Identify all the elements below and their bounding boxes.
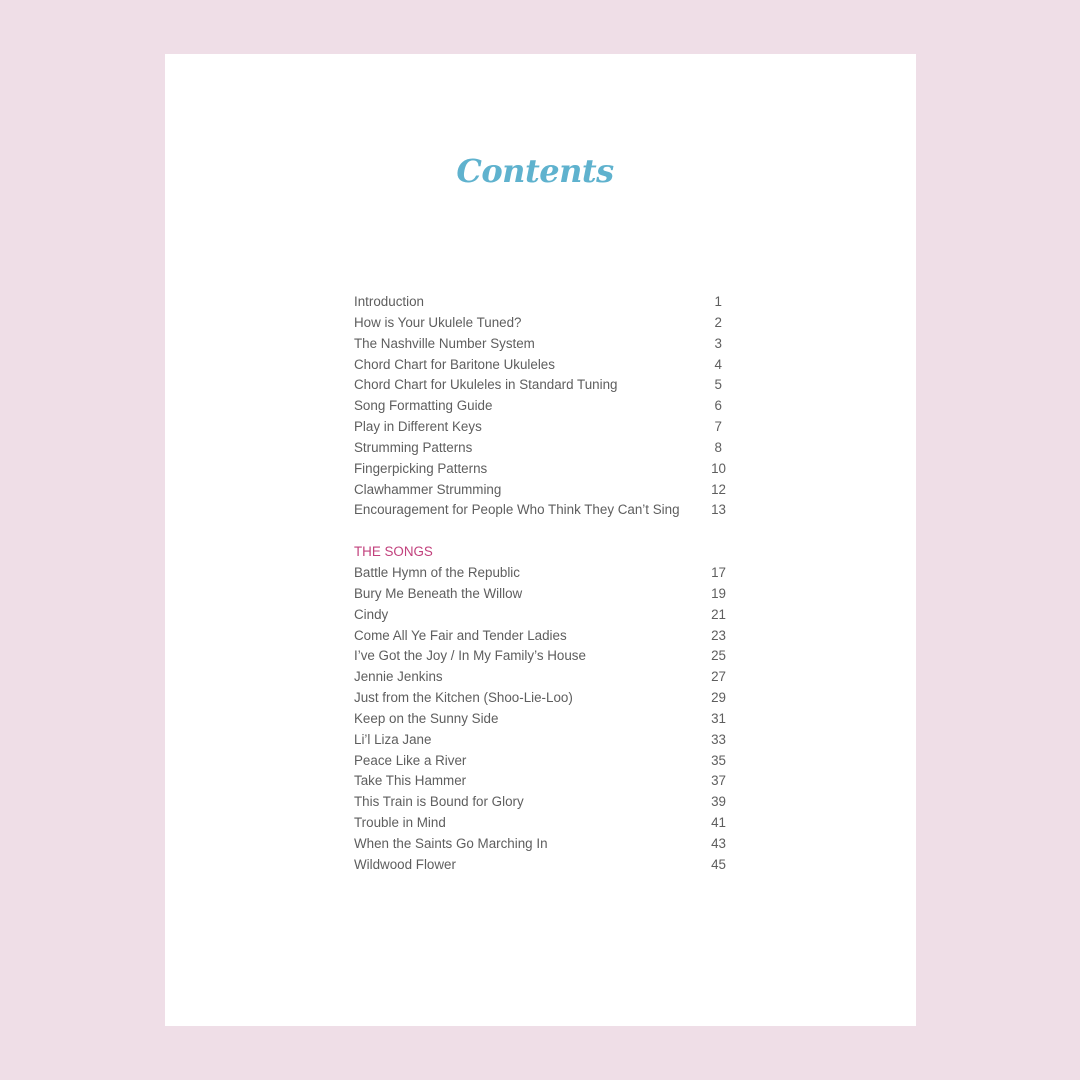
toc-entry-title: How is Your Ukulele Tuned? (354, 314, 522, 330)
toc-entry[interactable] (354, 375, 726, 396)
toc-entry-page-number: 43 (711, 835, 726, 851)
toc-entry-page-number: 13 (711, 502, 726, 518)
toc-entry[interactable] (354, 563, 726, 584)
songs-heading: THE SONGS (354, 544, 433, 560)
toc-entry[interactable] (354, 709, 726, 730)
toc-entry-title: Cindy (354, 606, 389, 622)
toc-entry-title: Clawhammer Strumming (354, 481, 502, 497)
toc-entry[interactable] (354, 771, 726, 792)
toc-entry-title: Play in Different Keys (354, 419, 482, 435)
toc-entry[interactable] (354, 480, 726, 501)
toc-entry[interactable] (354, 292, 726, 313)
toc-entry-title: Just from the Kitchen (Shoo-Lie-Loo) (354, 690, 573, 706)
toc-entry-title: Encouragement for People Who Think They Can’t Sing (354, 502, 680, 518)
toc-entry-title: Bury Me Beneath the Willow (354, 585, 523, 601)
toc-entry-title: Jennie Jenkins (354, 669, 443, 685)
toc-entry-title: Trouble in Mind (354, 815, 446, 831)
toc-entry[interactable] (354, 313, 726, 334)
toc-entry-page-number: 12 (711, 481, 726, 497)
toc-entry[interactable] (354, 500, 726, 521)
toc-entry-page-number: 37 (711, 773, 726, 789)
toc-entry-title: When the Saints Go Marching In (354, 835, 548, 851)
toc-entry-page-number: 4 (714, 356, 722, 372)
toc-entry-title: Come All Ye Fair and Tender Ladies (354, 627, 567, 643)
toc-entry-title: This Train is Bound for Glory (354, 794, 524, 810)
toc-entry-title: Li’l Liza Jane (354, 731, 432, 747)
toc-entry-page-number: 41 (711, 815, 726, 831)
intro-list (354, 292, 726, 521)
toc-entry-title: Take This Hammer (354, 773, 467, 789)
toc-entry-title: Introduction (354, 294, 424, 309)
table-of-contents (354, 292, 726, 876)
toc-entry[interactable] (354, 396, 726, 417)
toc-entry-page-number: 6 (714, 398, 722, 414)
toc-entry[interactable] (354, 584, 726, 605)
toc-entry-page-number: 23 (711, 627, 726, 643)
toc-entry-page-number: 8 (714, 439, 722, 455)
toc-entry[interactable] (354, 417, 726, 438)
toc-entry[interactable] (354, 355, 726, 376)
toc-entry-page-number: 35 (711, 752, 726, 768)
toc-entry[interactable] (354, 667, 726, 688)
toc-entry-page-number: 31 (711, 710, 726, 726)
toc-entry[interactable] (354, 688, 726, 709)
toc-entry-title: Keep on the Sunny Side (354, 710, 499, 726)
toc-entry[interactable] (354, 834, 726, 855)
toc-entry-title: Song Formatting Guide (354, 398, 493, 414)
toc-entry-page-number: 25 (711, 648, 726, 664)
toc-entry-title: Battle Hymn of the Republic (354, 564, 520, 580)
toc-entry-page-number: 1 (714, 294, 722, 309)
toc-entry-page-number: 3 (714, 335, 722, 351)
toc-entry-title: I’ve Got the Joy / In My Family’s House (354, 648, 586, 664)
toc-entry[interactable] (354, 438, 726, 459)
toc-entry-page-number: 5 (714, 377, 722, 393)
toc-entry-page-number: 45 (711, 856, 726, 872)
toc-entry-title: Strumming Patterns (354, 439, 473, 455)
toc-entry[interactable] (354, 751, 726, 772)
toc-entry-page-number: 17 (711, 564, 726, 580)
toc-entry[interactable] (354, 646, 726, 667)
toc-entry[interactable] (354, 626, 726, 647)
toc-entry-title: The Nashville Number System (354, 335, 535, 351)
page-title: Contents (456, 152, 614, 190)
toc-entry[interactable] (354, 792, 726, 813)
toc-entry[interactable] (354, 605, 726, 626)
toc-entry-title: Peace Like a River (354, 752, 467, 768)
toc-entry-page-number: 39 (711, 794, 726, 810)
toc-entry-title: Fingerpicking Patterns (354, 460, 488, 476)
toc-entry[interactable] (354, 855, 726, 876)
toc-entry-page-number: 19 (711, 585, 726, 601)
songs-list (354, 563, 726, 876)
toc-entry-page-number: 33 (711, 731, 726, 747)
toc-entry-title: Chord Chart for Ukuleles in Standard Tuning (354, 377, 618, 393)
toc-entry[interactable] (354, 459, 726, 480)
toc-entry-page-number: 21 (711, 606, 726, 622)
toc-entry[interactable] (354, 334, 726, 355)
toc-entry-title: Wildwood Flower (354, 856, 456, 872)
section-gap (354, 521, 726, 542)
toc-entry-page-number: 10 (711, 460, 726, 476)
toc-entry-page-number: 27 (711, 669, 726, 685)
toc-entry[interactable] (354, 813, 726, 834)
toc-entry-title: Chord Chart for Baritone Ukuleles (354, 356, 555, 372)
toc-entry[interactable] (354, 730, 726, 751)
toc-entry-page-number: 7 (714, 419, 722, 435)
toc-entry-page-number: 2 (714, 314, 722, 330)
toc-entry-page-number: 29 (711, 690, 726, 706)
